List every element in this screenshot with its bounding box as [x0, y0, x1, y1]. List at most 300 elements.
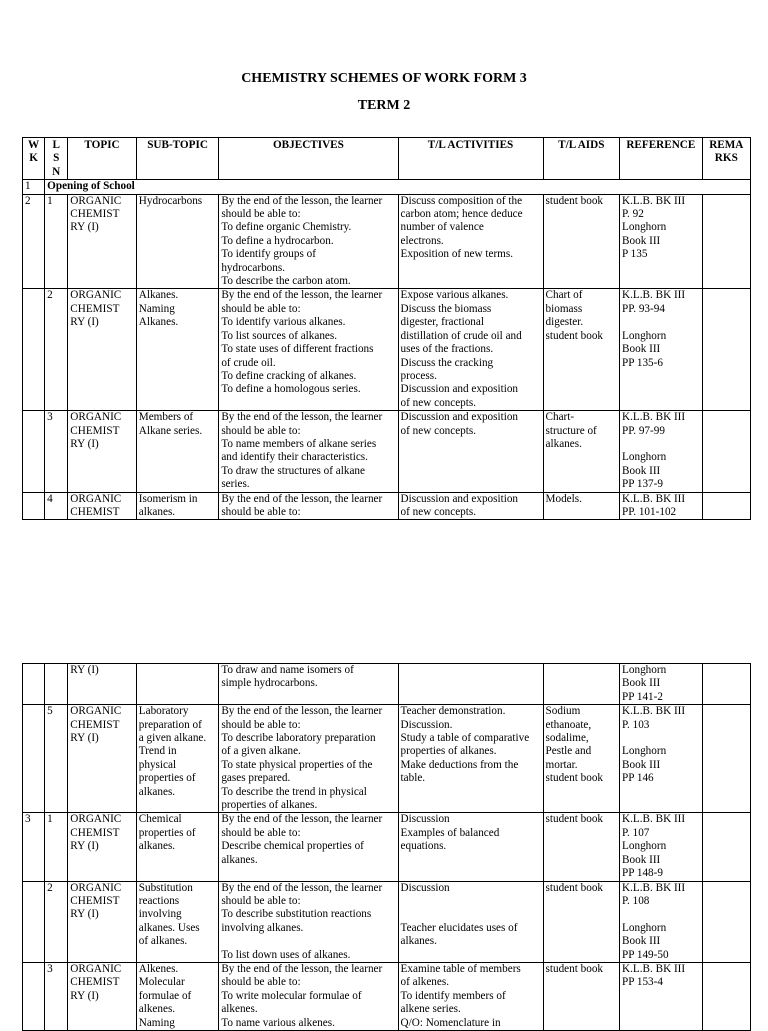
- reference-cell: [620, 492, 703, 520]
- aids-cell-line: Sodium: [545, 705, 581, 718]
- activities-cell: [398, 411, 543, 492]
- subtopic-cell-line: Alkanes.: [138, 289, 179, 302]
- objectives-cell-line: [221, 935, 395, 948]
- activities-cell-line: Discussion and exposition: [400, 492, 519, 505]
- objectives-cell-line: To identify various alkanes.: [221, 316, 346, 329]
- activities-cell-line: Discuss composition of the: [400, 194, 523, 207]
- reference-cell-line: K.L.B. BK III: [622, 705, 686, 718]
- objectives-cell-line: To describe substitution reactions: [221, 908, 372, 921]
- topic-cell-line: CHEMIST: [70, 826, 120, 839]
- reference-cell: [620, 664, 703, 705]
- lesson-cell: 1: [45, 813, 68, 881]
- subtopic-cell-line: of alkanes.: [138, 935, 188, 948]
- aids-cell-line: Chart of: [545, 289, 583, 302]
- subtopic-cell-line: Alkanes.: [138, 316, 179, 329]
- header-lesson-line: S: [53, 152, 60, 165]
- activities-cell-line: distillation of crude oil and: [400, 329, 522, 342]
- activities-cell-line: equations.: [400, 840, 447, 853]
- objectives-cell-line: By the end of the lesson, the learner: [221, 813, 383, 826]
- reference-cell-line: K.L.B. BK III: [622, 881, 686, 894]
- header-week-line: W: [27, 139, 40, 151]
- objectives-cell-line: To draw the structures of alkane: [221, 464, 365, 477]
- lesson-row: [23, 411, 751, 492]
- subtopic-cell-line: Hydrocarbons: [138, 194, 203, 207]
- aids-cell-line: ethanoate,: [545, 718, 592, 731]
- aids-cell: [543, 289, 620, 411]
- remarks-cell: [702, 705, 750, 813]
- objectives-cell-line: By the end of the lesson, the learner: [221, 881, 383, 894]
- topic-cell: [68, 705, 136, 813]
- reference-cell-line: PP. 97-99: [622, 424, 665, 437]
- subtopic-cell: [136, 411, 219, 492]
- aids-cell: [543, 194, 620, 289]
- activities-cell: [398, 881, 543, 962]
- reference-cell-line: P 135: [622, 248, 648, 261]
- objectives-cell-line: should be able to:: [221, 424, 301, 437]
- aids-cell-line: digester.: [545, 316, 584, 329]
- week-cell: [23, 962, 45, 1030]
- objectives-cell-line: To list sources of alkanes.: [221, 329, 338, 342]
- header-lesson-line: L: [52, 139, 60, 151]
- objectives-cell: [219, 962, 398, 1030]
- subtopic-cell-line: alkenes.: [138, 1003, 176, 1016]
- topic-cell-line: CHEMIST: [70, 302, 120, 315]
- objectives-cell: [219, 289, 398, 411]
- subtopic-cell-line: alkanes.: [138, 505, 176, 518]
- reference-cell: [620, 881, 703, 962]
- aids-cell: [543, 881, 620, 962]
- aids-cell-line: student book: [545, 329, 604, 342]
- aids-cell: [543, 813, 620, 881]
- objectives-cell-line: should be able to:: [221, 894, 301, 907]
- objectives-cell-line: To define organic Chemistry.: [221, 221, 352, 234]
- objectives-cell-line: To state physical properties of the: [221, 758, 373, 771]
- lesson-row: [23, 194, 751, 289]
- activities-cell: [398, 492, 543, 520]
- header-lesson-line: N: [52, 165, 61, 178]
- reference-cell-line: PP 148-9: [622, 867, 663, 880]
- week-cell: [23, 492, 45, 520]
- aids-cell-line: structure of: [545, 424, 597, 437]
- objectives-cell-line: By the end of the lesson, the learner: [221, 962, 383, 975]
- objectives-cell-line: To define cracking of alkanes.: [221, 369, 357, 382]
- activities-cell-line: Teacher demonstration.: [400, 705, 506, 718]
- objectives-cell-line: Describe chemical properties of: [221, 840, 364, 853]
- subtopic-cell-line: Isomerism in: [138, 492, 198, 505]
- aids-cell-line: sodalime,: [545, 732, 589, 745]
- reference-cell-line: K.L.B. BK III: [622, 194, 686, 207]
- subtopic-cell-line: alkanes.: [138, 840, 176, 853]
- objectives-cell-line: of a given alkane.: [221, 745, 301, 758]
- objectives-cell-line: By the end of the lesson, the learner: [221, 705, 383, 718]
- week-cell: [23, 289, 45, 411]
- reference-cell-line: Book III: [622, 234, 661, 247]
- subtopic-cell: [136, 289, 219, 411]
- reference-cell-line: Longhorn: [622, 921, 667, 934]
- topic-cell-line: RY (I): [70, 221, 99, 234]
- reference-cell-line: Longhorn: [622, 329, 667, 342]
- topic-cell-line: ORGANIC: [70, 881, 122, 894]
- objectives-cell-line: alkanes.: [221, 853, 258, 866]
- remarks-cell: [702, 492, 750, 520]
- reference-cell-line: Longhorn: [622, 221, 667, 234]
- reference-cell-line: PP 149-50: [622, 948, 669, 961]
- lesson-row: [23, 813, 751, 881]
- document-title: CHEMISTRY SCHEMES OF WORK FORM 3: [241, 71, 527, 86]
- reference-cell-line: Book III: [622, 677, 661, 690]
- lesson-row: [23, 289, 751, 411]
- objectives-cell-line: By the end of the lesson, the learner: [221, 411, 383, 424]
- subtopic-cell-line: alkanes.: [138, 785, 176, 798]
- objectives-cell: [219, 705, 398, 813]
- subtopic-cell-line: Trend in: [138, 745, 177, 758]
- objectives-cell-line: properties of alkanes.: [221, 799, 318, 812]
- topic-cell-line: CHEMIST: [70, 208, 120, 221]
- subtopic-cell: [136, 194, 219, 289]
- topic-cell-line: RY (I): [70, 316, 99, 329]
- reference-cell-line: P. 103: [622, 718, 650, 731]
- subtopic-cell-line: preparation of: [138, 718, 202, 731]
- topic-cell-line: CHEMIST: [70, 718, 120, 731]
- reference-cell-line: P. 92: [622, 208, 644, 221]
- objectives-cell-line: To write molecular formulae of: [221, 989, 362, 1002]
- reference-cell: [620, 411, 703, 492]
- topic-cell-line: RY (I): [70, 989, 99, 1002]
- objectives-cell: [219, 813, 398, 881]
- aids-cell-line: student book: [545, 962, 604, 975]
- header-week: [23, 138, 45, 180]
- aids-cell-line: student book: [545, 881, 604, 894]
- subtopic-cell: [136, 492, 219, 520]
- topic-cell-line: RY (I): [70, 437, 99, 450]
- activities-cell: [398, 289, 543, 411]
- objectives-cell: [219, 492, 398, 520]
- subtopic-cell-line: Laboratory: [138, 705, 189, 718]
- header-activities: T/L ACTIVITIES: [398, 138, 543, 180]
- reference-cell-line: Longhorn: [622, 745, 667, 758]
- lesson-cell: 3: [45, 411, 68, 492]
- aids-cell-line: biomass: [545, 302, 583, 315]
- week-cell: [23, 411, 45, 492]
- activities-cell-line: uses of the fractions.: [400, 343, 494, 356]
- topic-cell-line: CHEMIST: [70, 976, 120, 989]
- lesson-row: [23, 881, 751, 962]
- subtopic-cell-line: Chemical: [138, 813, 182, 826]
- activities-cell-line: Q/O: Nomenclature in: [400, 1016, 501, 1029]
- objectives-cell: [219, 411, 398, 492]
- reference-cell-line: P. 107: [622, 826, 650, 839]
- header-lesson: [45, 138, 68, 180]
- subtopic-cell-line: involving: [138, 908, 182, 921]
- week-cell: 1: [23, 180, 45, 194]
- objectives-cell-line: To define a hydrocarbon.: [221, 234, 334, 247]
- remarks-cell: [702, 962, 750, 1030]
- header-aids: T/L AIDS: [543, 138, 620, 180]
- objectives-cell-line: To define a homologous series.: [221, 383, 361, 396]
- subtopic-cell: [136, 813, 219, 881]
- objectives-cell-line: should be able to:: [221, 208, 301, 221]
- topic-cell-line: ORGANIC: [70, 492, 122, 505]
- lesson-cell: 3: [45, 962, 68, 1030]
- topic-cell: [68, 194, 136, 289]
- reference-cell-line: P. 108: [622, 894, 650, 907]
- subtopic-cell-line: Molecular: [138, 976, 185, 989]
- lesson-cell: 5: [45, 705, 68, 813]
- activities-cell-line: Discuss the biomass: [400, 302, 492, 315]
- subtopic-cell-line: properties of: [138, 826, 196, 839]
- reference-cell-line: Longhorn: [622, 664, 667, 676]
- aids-cell: [543, 492, 620, 520]
- activities-cell-line: [401, 908, 541, 921]
- reference-cell-line: PP 153-4: [622, 976, 663, 989]
- reference-cell-line: PP. 93-94: [622, 302, 665, 315]
- topic-cell-line: ORGANIC: [70, 813, 122, 826]
- objectives-cell-line: involving alkanes.: [221, 921, 304, 934]
- activities-cell-line: electrons.: [400, 234, 444, 247]
- topic-cell: [68, 289, 136, 411]
- topic-cell-line: ORGANIC: [70, 705, 122, 718]
- reference-cell-line: PP 146: [622, 772, 654, 785]
- subtopic-cell-line: Alkenes.: [138, 962, 179, 975]
- aids-cell-line: Pestle and: [545, 745, 592, 758]
- topic-cell-line: ORGANIC: [70, 289, 122, 302]
- activities-cell-line: Discussion: [400, 813, 450, 826]
- objectives-cell-line: To name various alkenes.: [221, 1016, 335, 1029]
- reference-cell-line: Book III: [622, 464, 661, 477]
- subtopic-cell-line: Naming: [138, 1016, 175, 1029]
- activities-cell-line: Teacher elucidates uses of: [400, 921, 518, 934]
- activities-cell-line: carbon atom; hence deduce: [400, 208, 523, 221]
- reference-cell-line: [622, 316, 700, 329]
- subtopic-cell-line: Members of: [138, 411, 194, 424]
- aids-cell: [543, 962, 620, 1030]
- topic-cell-line: ORGANIC: [70, 962, 122, 975]
- subtopic-cell-line: alkanes. Uses: [138, 921, 200, 934]
- reference-cell-line: Longhorn: [622, 451, 667, 464]
- subtopic-cell-line: Substitution: [138, 881, 193, 894]
- objectives-cell-line: simple hydrocarbons.: [221, 677, 318, 690]
- activities-cell-line: Discussion.: [400, 718, 453, 731]
- aids-cell-line: student book: [545, 194, 604, 207]
- objectives-cell-line: To identify groups of: [221, 248, 316, 261]
- topic-cell-line: ORGANIC: [70, 411, 122, 424]
- objectives-cell-line: By the end of the lesson, the learner: [221, 492, 383, 505]
- header-topic: TOPIC: [68, 138, 136, 180]
- week-cell: 3: [23, 813, 45, 881]
- activities-cell-line: properties of alkanes.: [400, 745, 497, 758]
- objectives-cell-line: should be able to:: [221, 826, 301, 839]
- topic-cell: [68, 813, 136, 881]
- reference-cell-line: [622, 908, 700, 921]
- activities-cell-line: Discuss the cracking: [400, 356, 494, 369]
- aids-cell-line: Models.: [545, 492, 582, 505]
- objectives-cell-line: gases prepared.: [221, 772, 291, 785]
- activities-cell-line: table.: [400, 772, 426, 785]
- objectives-cell: [219, 194, 398, 289]
- reference-cell-line: K.L.B. BK III: [622, 492, 686, 505]
- aids-cell-line: mortar.: [545, 758, 578, 771]
- activities-cell: [398, 813, 543, 881]
- reference-cell-line: K.L.B. BK III: [622, 289, 686, 302]
- activities-cell-line: Examples of balanced: [400, 826, 500, 839]
- objectives-cell-line: To describe laboratory preparation: [221, 732, 376, 745]
- activities-cell-line: of new concepts.: [400, 424, 477, 437]
- lesson-cell: 1: [45, 194, 68, 289]
- header-remarks: [702, 138, 750, 180]
- subtopic-cell: [136, 664, 219, 705]
- activities-cell-line: process.: [400, 369, 437, 382]
- opening-of-school-cell: Opening of School: [45, 180, 751, 194]
- lesson-cell: 2: [45, 881, 68, 962]
- reference-cell-line: PP 137-9: [622, 478, 663, 491]
- activities-cell-line: Study a table of comparative: [400, 732, 530, 745]
- lesson-row: [23, 705, 751, 813]
- objectives-cell-line: To list down uses of alkanes.: [221, 948, 351, 961]
- activities-cell-line: To identify members of: [400, 989, 506, 1002]
- activities-cell-line: number of valence: [400, 221, 484, 234]
- remarks-cell: [702, 813, 750, 881]
- topic-cell-line: RY (I): [70, 664, 99, 676]
- remarks-cell: [702, 881, 750, 962]
- objectives-cell: [219, 881, 398, 962]
- activities-cell-line: of alkenes.: [400, 976, 450, 989]
- objectives-cell-line: alkenes.: [221, 1003, 258, 1016]
- aids-cell: [543, 705, 620, 813]
- activities-cell-line: Discussion and exposition: [400, 411, 519, 424]
- week-cell: [23, 705, 45, 813]
- objectives-cell: [219, 664, 398, 705]
- subtopic-cell-line: Naming: [138, 302, 175, 315]
- header-remarks-line: REMA: [709, 139, 744, 151]
- activities-cell-line: alkanes.: [400, 935, 437, 948]
- objectives-cell-line: By the end of the lesson, the learner: [221, 194, 383, 207]
- subtopic-cell-line: formulae of: [138, 989, 192, 1002]
- topic-cell-line: ORGANIC: [70, 194, 122, 207]
- activities-cell-line: Make deductions from the: [400, 758, 519, 771]
- remarks-cell: [702, 664, 750, 705]
- objectives-cell-line: of crude oil.: [221, 356, 276, 369]
- lesson-cell: 4: [45, 492, 68, 520]
- activities-cell: [398, 962, 543, 1030]
- lesson-cell: [45, 664, 68, 705]
- lesson-row: [23, 962, 751, 1030]
- reference-cell-line: [622, 438, 700, 451]
- topic-cell-line: RY (I): [70, 732, 99, 745]
- objectives-cell-line: should be able to:: [221, 976, 301, 989]
- subtopic-cell-line: a given alkane.: [138, 732, 207, 745]
- reference-cell-line: Longhorn: [622, 840, 667, 853]
- lesson-cell: 2: [45, 289, 68, 411]
- subtopic-cell-line: properties of: [138, 772, 196, 785]
- subtopic-cell: [136, 881, 219, 962]
- activities-cell: [398, 194, 543, 289]
- objectives-cell-line: should be able to:: [221, 505, 301, 518]
- activities-cell: [398, 705, 543, 813]
- topic-cell-line: RY (I): [70, 840, 99, 853]
- activities-cell-line: Discussion and exposition: [400, 383, 519, 396]
- activities-cell-line: Discussion: [400, 881, 450, 894]
- remarks-cell: [702, 194, 750, 289]
- reference-cell: [620, 705, 703, 813]
- reference-cell-line: Book III: [622, 758, 661, 771]
- reference-cell: [620, 813, 703, 881]
- week-cell: 2: [23, 194, 45, 289]
- activities-cell-line: of new concepts.: [400, 396, 477, 409]
- header-remarks-line: RKS: [714, 152, 738, 165]
- opening-row: [23, 180, 751, 194]
- activities-cell-line: Exposition of new terms.: [400, 248, 514, 261]
- subtopic-cell: [136, 705, 219, 813]
- table-header-row: [23, 138, 751, 180]
- topic-cell-line: CHEMIST: [70, 894, 120, 907]
- reference-cell-line: PP. 101-102: [622, 505, 677, 518]
- reference-cell-line: Book III: [622, 853, 661, 866]
- activities-cell-line: Examine table of members: [400, 962, 521, 975]
- aids-cell-line: alkanes.: [545, 437, 582, 450]
- topic-cell-line: CHEMIST: [70, 505, 120, 518]
- aids-cell: [543, 411, 620, 492]
- objectives-cell-line: should be able to:: [221, 718, 301, 731]
- lesson-row: [23, 492, 751, 520]
- reference-cell-line: [622, 732, 700, 745]
- objectives-cell-line: series.: [221, 478, 250, 491]
- objectives-cell-line: should be able to:: [221, 302, 301, 315]
- remarks-cell: [702, 289, 750, 411]
- header-week-line: K: [29, 152, 38, 165]
- objectives-cell-line: To describe the trend in physical: [221, 785, 367, 798]
- reference-cell-line: Book III: [622, 343, 661, 356]
- reference-cell-line: K.L.B. BK III: [622, 962, 686, 975]
- objectives-cell-line: By the end of the lesson, the learner: [221, 289, 383, 302]
- remarks-cell: [702, 411, 750, 492]
- term-heading: TERM 2: [357, 98, 411, 113]
- aids-cell-line: Chart-: [545, 411, 575, 424]
- objectives-cell-line: To name members of alkane series: [221, 437, 377, 450]
- subtopic-cell-line: reactions: [138, 894, 180, 907]
- week-cell: [23, 881, 45, 962]
- topic-cell-line: CHEMIST: [70, 424, 120, 437]
- scheme-table-part-1: [22, 137, 751, 520]
- activities-cell-line: of new concepts.: [400, 505, 477, 518]
- subtopic-cell-line: Alkane series.: [138, 424, 203, 437]
- header-objectives: OBJECTIVES: [219, 138, 398, 180]
- activities-cell-line: [401, 895, 541, 908]
- activities-cell: [398, 664, 543, 705]
- topic-cell: [68, 492, 136, 520]
- reference-cell-line: Book III: [622, 935, 661, 948]
- activities-cell-line: digester, fractional: [400, 316, 484, 329]
- objectives-cell-line: To describe the carbon atom.: [221, 275, 351, 288]
- reference-cell: [620, 194, 703, 289]
- reference-cell-line: PP 141-2: [622, 690, 663, 703]
- aids-cell-line: student book: [545, 813, 604, 826]
- week-cell: [23, 664, 45, 705]
- reference-cell-line: K.L.B. BK III: [622, 813, 686, 826]
- objectives-cell-line: hydrocarbons.: [221, 261, 286, 274]
- aids-cell-line: student book: [545, 772, 604, 785]
- header-reference: REFERENCE: [620, 138, 703, 180]
- topic-cell: [68, 664, 136, 705]
- header-subtopic: SUB-TOPIC: [136, 138, 219, 180]
- scheme-table-part-2: [22, 663, 751, 1031]
- reference-cell-line: K.L.B. BK III: [622, 411, 686, 424]
- aids-cell: [543, 664, 620, 705]
- topic-cell-line: RY (I): [70, 908, 99, 921]
- reference-cell: [620, 289, 703, 411]
- objectives-cell-line: To state uses of different fractions: [221, 343, 374, 356]
- topic-cell: [68, 962, 136, 1030]
- activities-cell-line: Expose various alkanes.: [400, 289, 509, 302]
